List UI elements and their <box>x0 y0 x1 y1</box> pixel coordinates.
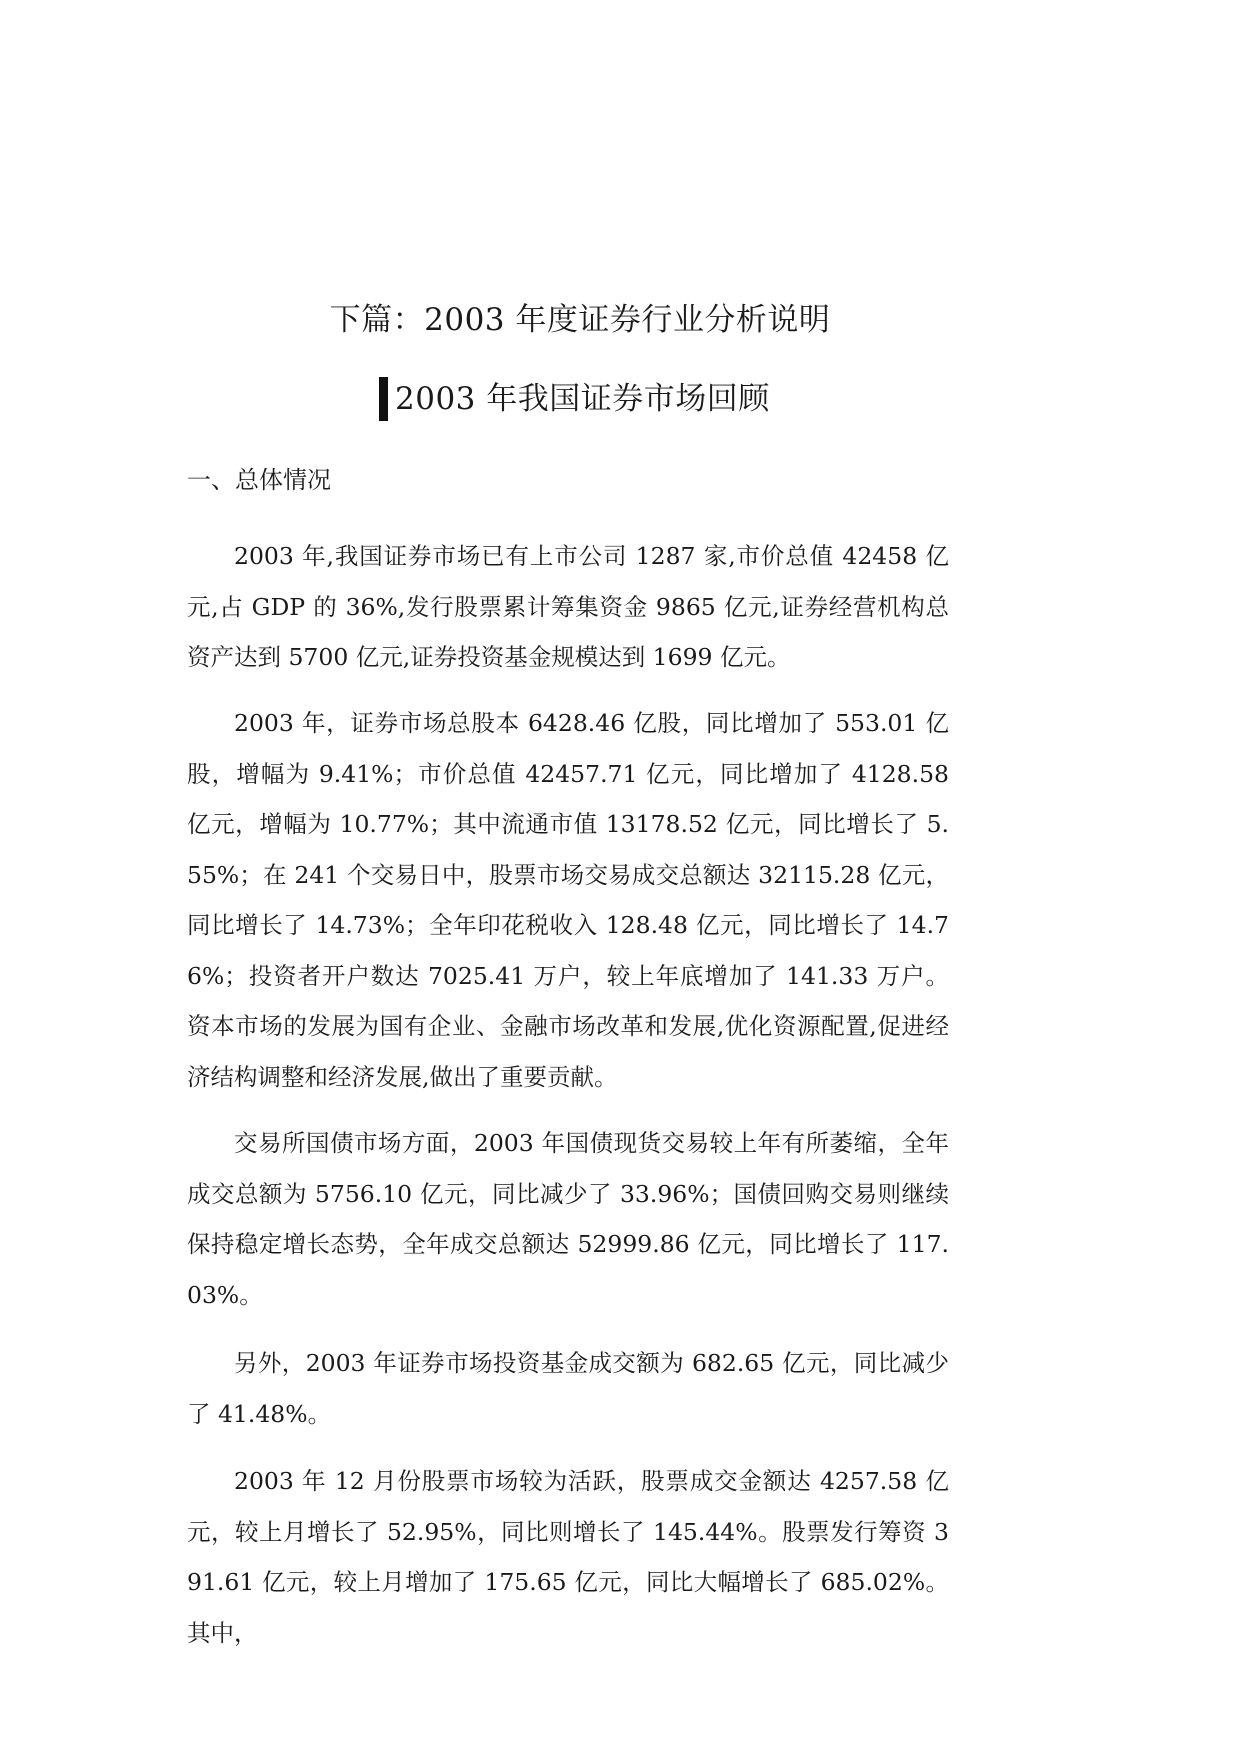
heading-bar-marker <box>379 377 388 421</box>
paragraph-fund-trading: 另外，2003 年证券市场投资基金成交额为 682.65 亿元，同比减少了 41.48%。 <box>187 1349 949 1428</box>
subsection-heading: 一、总体情况 <box>187 466 331 494</box>
paragraph-market-stats: 2003 年，证券市场总股本 6428.46 亿股，同比增加了 553.01 亿股，增幅为 9.41%；市价总值 42457.71 亿元，同比增加了 4128.58 亿元，增幅为 10.77%；其中流通市值 13178.52 亿元，同比增长了 5.55%；在 241 个交易日中，股票市场交易成交总额达 32115.28 亿元，同比增长了 14.73%；全年印花税收入 128.48 亿元，同比增长了 14.76%；投资者开户数达 7025.41 万户，较上年底增加了 141.33 万户。资本市场的发展为国有企业、金融市场改革和发展,优化资源配置,促进经济结构调整和经济发展,做出了重要贡献。 <box>187 709 949 1091</box>
paragraph-overview: 2003 年,我国证券市场已有上市公司 1287 家,市价总值 42458 亿元,占 GDP 的 36%,发行股票累计筹集资金 9865 亿元,证券经营机构总资产达到 5700 亿元,证券投资基金规模达到 1699 亿元。 <box>187 542 949 671</box>
paragraph-december: 2003 年 12 月份股票市场较为活跃，股票成交金额达 4257.58 亿元，较上月增长了 52.95%，同比则增长了 145.44%。股票发行筹资 391.61 亿元，较上月增加了 175.65 亿元，同比大幅增长了 685.02%。其中， <box>187 1467 949 1647</box>
section-heading-text: 2003 年我国证券市场回顾 <box>395 381 770 417</box>
document-title: 下篇：2003 年度证券行业分析说明 <box>329 302 831 338</box>
paragraph-bond-market: 交易所国债市场方面，2003 年国债现货交易较上年有所萎缩，全年成交总额为 5756.10 亿元，同比减少了 33.96%；国债回购交易则继续保持稳定增长态势，全年成交总额达 52999.86 亿元，同比增长了 117.03%。 <box>187 1129 949 1309</box>
section-heading <box>379 376 770 422</box>
